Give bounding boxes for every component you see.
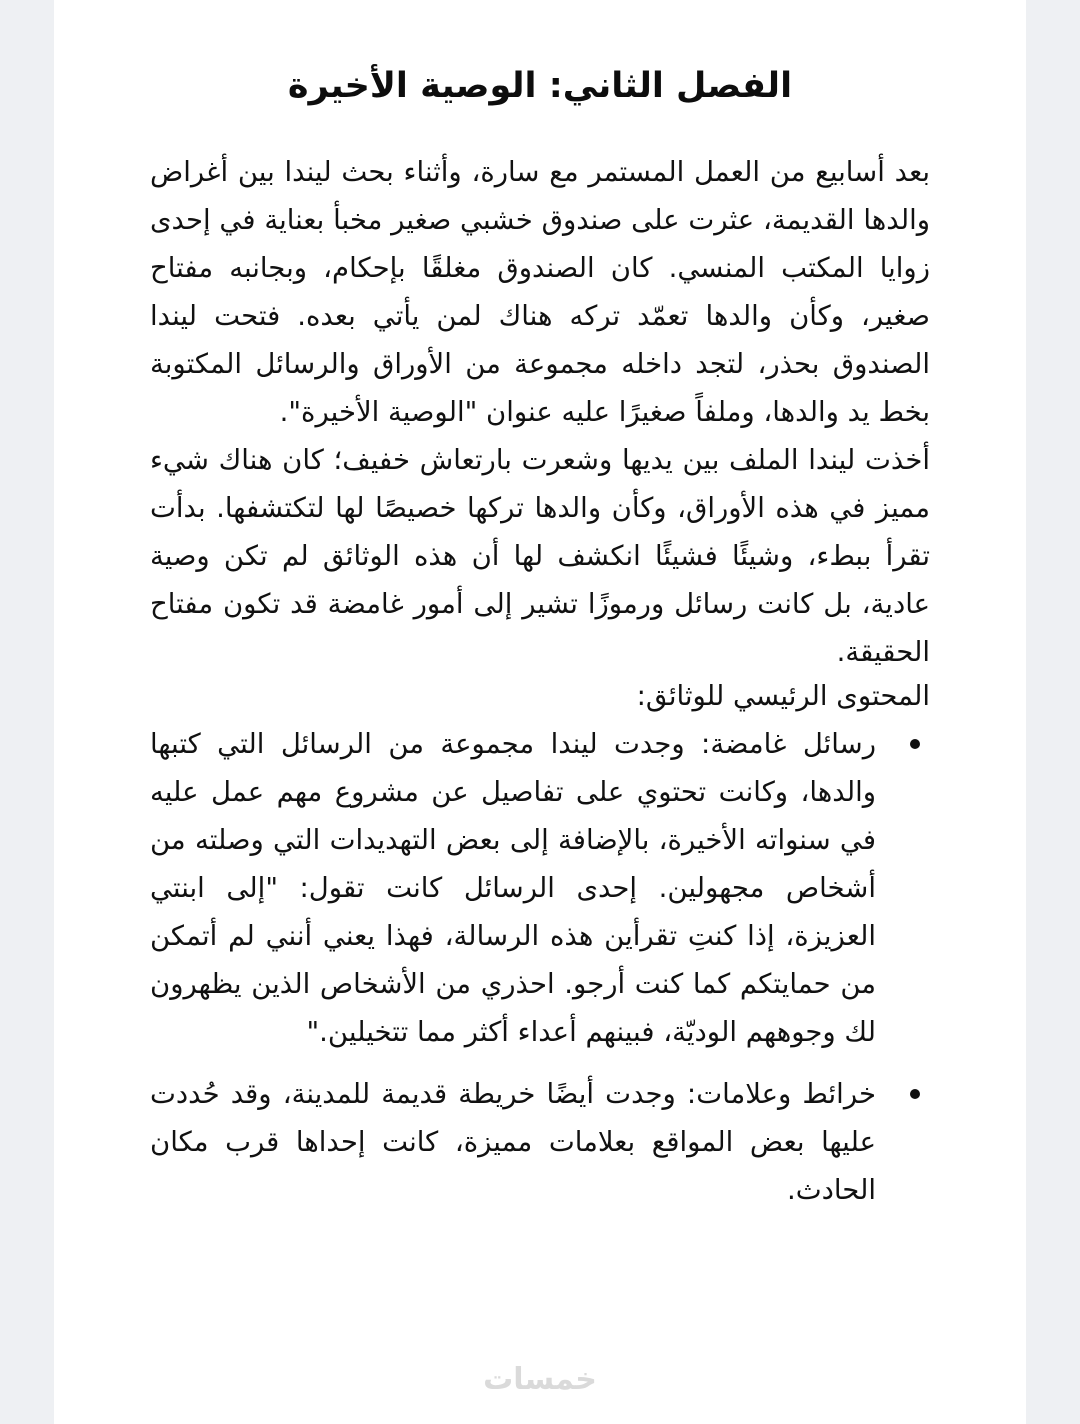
documents-content-list xyxy=(150,720,930,1214)
paragraph-2: أخذت ليندا الملف بين يديها وشعرت بارتعاش خفيف؛ كان هناك شيء مميز في هذه الأوراق، وكأن والدها تركها خصيصًا لها لتكتشفها. بدأت تقرأ ببطء، وشيئًا فشيئًا انكشف لها أن هذه الوثائق لم تكن وصية عادية، بل كانت رسائل ورموزًا تشير إلى أمور غامضة قد تكون مفتاح الحقيقة. xyxy=(150,444,930,668)
list-item-text: خرائط وعلامات: وجدت أيضًا خريطة قديمة للمدينة، وقد حُددت عليها بعض المواقع بعلامات مميزة، كانت إحداها قرب مكان الحادث. xyxy=(150,1078,876,1206)
list-heading: المحتوى الرئيسي للوثائق: xyxy=(636,680,930,712)
list-item xyxy=(150,720,876,1056)
chapter-title: الفصل الثاني: الوصية الأخيرة xyxy=(287,66,793,106)
list-item xyxy=(150,1070,876,1214)
khamsat-watermark: خمسات xyxy=(483,1362,597,1397)
bullet-icon xyxy=(910,739,920,749)
bullet-icon xyxy=(910,1089,920,1099)
list-item-text: رسائل غامضة: وجدت ليندا مجموعة من الرسائل التي كتبها والدها، وكانت تحتوي على تفاصيل عن مشروع مهم عمل عليه في سنواته الأخيرة، بالإضافة إلى بعض التهديدات التي وصلته من أشخاص مجهولين. إحدى الرسائل كانت تقول: "إلى ابنتي العزيزة، إذا كنتِ تقرأين هذه الرسالة، فهذا يعني أنني لم أتمكن من حمايتكم كما كنت أرجو. احذري من الأشخاص الذين يظهرون لك وجوههم الوديّة، فبينهم أعداء أكثر مما تتخيلين." xyxy=(150,728,876,1048)
paragraph-1: بعد أسابيع من العمل المستمر مع سارة، وأثناء بحث ليندا بين أغراض والدها القديمة، عثرت على صندوق خشبي صغير مخبأ بعناية في إحدى زوايا المكتب المنسي. كان الصندوق مغلقًا بإحكام، وبجانبه مفتاح صغير، وكأن والدها تعمّد تركه هناك لمن يأتي بعده. فتحت ليندا الصندوق بحذر، لتجد داخله مجموعة من الأوراق والرسائل المكتوبة بخط يد والدها، وملفاً صغيرًا عليه عنوان "الوصية الأخيرة". xyxy=(150,156,930,428)
document-page xyxy=(54,0,1026,1424)
document-content xyxy=(150,58,930,1228)
